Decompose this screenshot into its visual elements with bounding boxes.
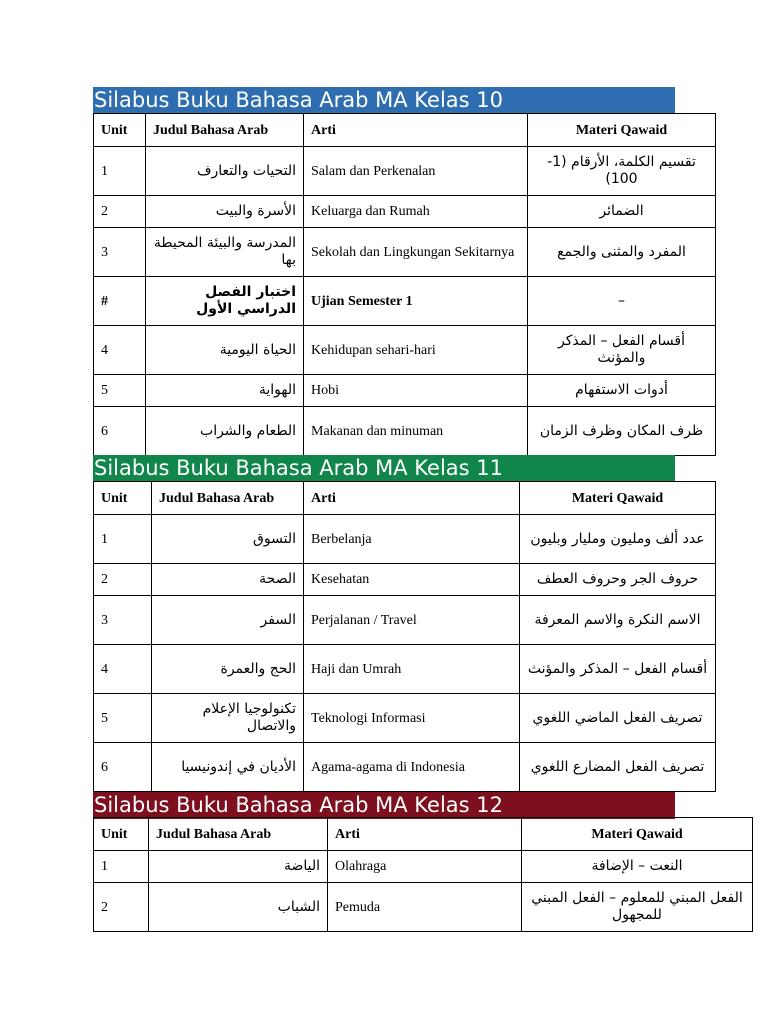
arti-cell: Makanan dan minuman — [304, 407, 528, 456]
table-row — [94, 277, 716, 326]
judul-cell: الياضة — [149, 851, 328, 883]
judul-cell: الصحة — [152, 564, 304, 596]
header-arti: Arti — [304, 482, 520, 515]
table-header-row — [94, 114, 716, 147]
judul-cell: الشباب — [149, 883, 328, 932]
arti-cell: Kesehatan — [304, 564, 520, 596]
header-materi: Materi Qawaid — [520, 482, 716, 515]
judul-cell: الأسرة والبيت — [146, 196, 304, 228]
arti-cell: Sekolah dan Lingkungan Sekitarnya — [304, 228, 528, 277]
unit-cell: 1 — [94, 147, 146, 196]
kelas-12-table — [93, 817, 753, 932]
table-row — [94, 196, 716, 228]
materi-cell: حروف الجر وحروف العطف — [520, 564, 716, 596]
kelas-11-table — [93, 481, 716, 792]
materi-cell: أدوات الاستفهام — [528, 375, 716, 407]
table-row — [94, 375, 716, 407]
table-header-row — [94, 818, 753, 851]
header-unit: Unit — [94, 818, 149, 851]
unit-cell: # — [94, 277, 146, 326]
table-row — [94, 515, 716, 564]
materi-cell: تصريف الفعل المضارع اللغوي — [520, 743, 716, 792]
materi-cell: أقسام الفعل – المذكر والمؤنث — [528, 326, 716, 375]
judul-cell: اختبار الفصل الدراسي الأول — [146, 277, 304, 326]
table-row — [94, 694, 716, 743]
materi-cell: عدد ألف ومليون ومليار وبليون — [520, 515, 716, 564]
materi-cell: أقسام الفعل – المذكر والمؤنث — [520, 645, 716, 694]
materi-cell: النعت – الإضافة — [522, 851, 753, 883]
table-row — [94, 147, 716, 196]
unit-cell: 1 — [94, 515, 152, 564]
table-row — [94, 851, 753, 883]
unit-cell: 2 — [94, 196, 146, 228]
header-materi: Materi Qawaid — [528, 114, 716, 147]
judul-cell: الطعام والشراب — [146, 407, 304, 456]
unit-cell: 6 — [94, 743, 152, 792]
unit-cell: 1 — [94, 851, 149, 883]
arti-cell: Teknologi Informasi — [304, 694, 520, 743]
materi-cell: ظرف المكان وظرف الزمان — [528, 407, 716, 456]
arti-cell: Berbelanja — [304, 515, 520, 564]
arti-cell: Kehidupan sehari-hari — [304, 326, 528, 375]
unit-cell: 2 — [94, 564, 152, 596]
table-row — [94, 326, 716, 375]
table-row — [94, 596, 716, 645]
arti-cell: Pemuda — [328, 883, 522, 932]
judul-cell: المدرسة والبيئة المحيطة بها — [146, 228, 304, 277]
judul-cell: الهواية — [146, 375, 304, 407]
unit-cell: 5 — [94, 375, 146, 407]
arti-cell: Haji dan Umrah — [304, 645, 520, 694]
materi-cell: – — [528, 277, 716, 326]
kelas-11-title: Silabus Buku Bahasa Arab MA Kelas 11 — [93, 455, 675, 482]
header-unit: Unit — [94, 482, 152, 515]
kelas-12-title: Silabus Buku Bahasa Arab MA Kelas 12 — [93, 792, 675, 819]
materi-cell: تصريف الفعل الماضي اللغوي — [520, 694, 716, 743]
unit-cell: 4 — [94, 645, 152, 694]
materi-cell: الفعل المبني للمعلوم – الفعل المبني للمجهول — [522, 883, 753, 932]
unit-cell: 4 — [94, 326, 146, 375]
table-row — [94, 564, 716, 596]
judul-cell: التسوق — [152, 515, 304, 564]
arti-cell: Agama-agama di Indonesia — [304, 743, 520, 792]
kelas-10-title: Silabus Buku Bahasa Arab MA Kelas 10 — [93, 87, 675, 114]
materi-cell: الضمائر — [528, 196, 716, 228]
judul-cell: تكنولوجيا الإعلام والاتصال — [152, 694, 304, 743]
unit-cell: 3 — [94, 228, 146, 277]
header-materi: Materi Qawaid — [522, 818, 753, 851]
arti-cell: Salam dan Perkenalan — [304, 147, 528, 196]
table-row — [94, 407, 716, 456]
header-judul: Judul Bahasa Arab — [146, 114, 304, 147]
unit-cell: 2 — [94, 883, 149, 932]
unit-cell: 6 — [94, 407, 146, 456]
header-arti: Arti — [328, 818, 522, 851]
arti-cell: Perjalanan / Travel — [304, 596, 520, 645]
table-row — [94, 645, 716, 694]
table-row — [94, 743, 716, 792]
header-judul: Judul Bahasa Arab — [149, 818, 328, 851]
unit-cell: 5 — [94, 694, 152, 743]
arti-cell: Olahraga — [328, 851, 522, 883]
materi-cell: تقسيم الكلمة، الأرقام (1-100) — [528, 147, 716, 196]
table-header-row — [94, 482, 716, 515]
table-row — [94, 228, 716, 277]
table-row — [94, 883, 753, 932]
kelas-10-table — [93, 113, 716, 456]
arti-cell: Hobi — [304, 375, 528, 407]
judul-cell: التحيات والتعارف — [146, 147, 304, 196]
materi-cell: المفرد والمثنى والجمع — [528, 228, 716, 277]
arti-cell: Keluarga dan Rumah — [304, 196, 528, 228]
judul-cell: الأديان في إندونيسيا — [152, 743, 304, 792]
arti-cell: Ujian Semester 1 — [304, 277, 528, 326]
unit-cell: 3 — [94, 596, 152, 645]
judul-cell: السفر — [152, 596, 304, 645]
judul-cell: الحج والعمرة — [152, 645, 304, 694]
header-judul: Judul Bahasa Arab — [152, 482, 304, 515]
materi-cell: الاسم النكرة والاسم المعرفة — [520, 596, 716, 645]
header-unit: Unit — [94, 114, 146, 147]
judul-cell: الحياة اليومية — [146, 326, 304, 375]
header-arti: Arti — [304, 114, 528, 147]
